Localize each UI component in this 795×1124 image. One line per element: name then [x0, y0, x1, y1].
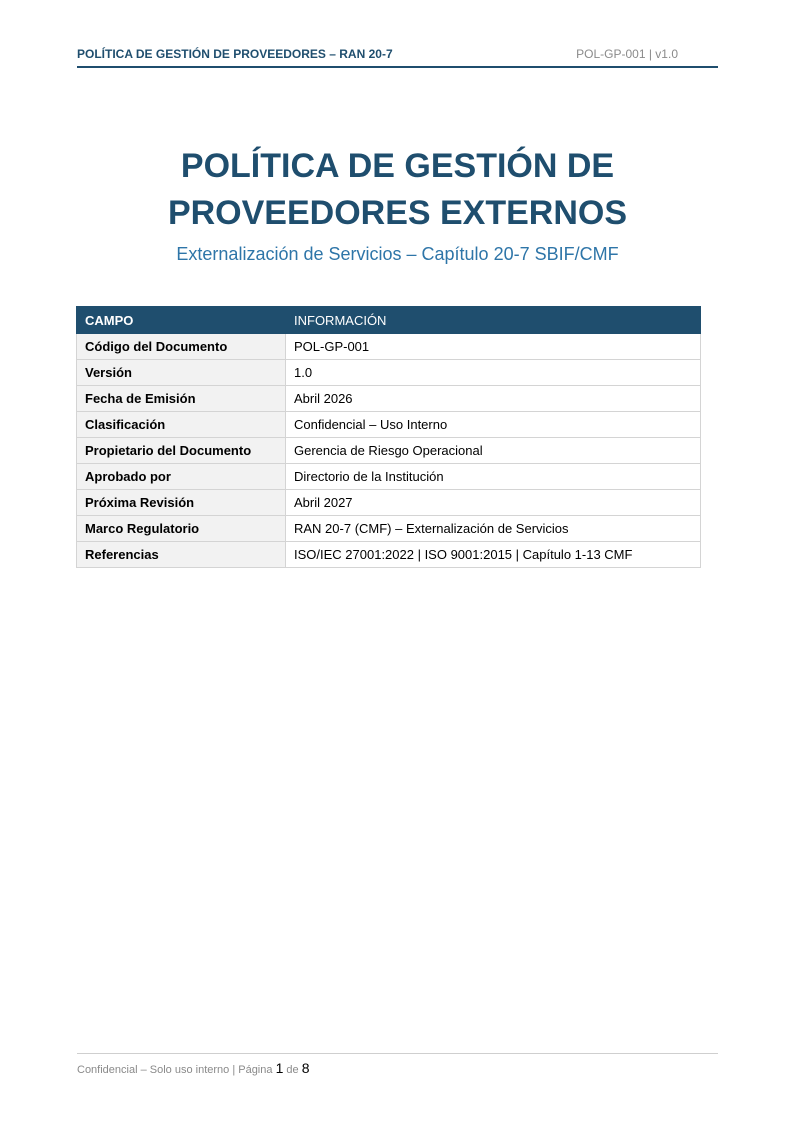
- table-header-row: [77, 307, 701, 334]
- table-row: [77, 542, 701, 568]
- table-cell-value: ISO/IEC 27001:2022 | ISO 9001:2015 | Capítulo 1-13 CMF: [286, 542, 701, 568]
- table-row: [77, 386, 701, 412]
- table-cell-field: Aprobado por: [77, 464, 286, 490]
- document-info-table: [76, 306, 701, 568]
- table-cell-value: RAN 20-7 (CMF) – Externalización de Servicios: [286, 516, 701, 542]
- table-body: [77, 334, 701, 568]
- table-cell-value: Gerencia de Riesgo Operacional: [286, 438, 701, 464]
- footer-page-total: 8: [301, 1060, 310, 1076]
- footer-page-number: 1: [275, 1060, 284, 1076]
- table-row: [77, 490, 701, 516]
- table-cell-field: Marco Regulatorio: [77, 516, 286, 542]
- table-cell-field: Código del Documento: [77, 334, 286, 360]
- footer-confidential-text: Confidencial – Solo uso interno | Página: [77, 1064, 273, 1076]
- table-cell-value: Abril 2027: [286, 490, 701, 516]
- table-cell-value: POL-GP-001: [286, 334, 701, 360]
- document-title-line-2: PROVEEDORES EXTERNOS: [167, 194, 628, 232]
- table-row: [77, 464, 701, 490]
- document-subtitle: Externalización de Servicios – Capítulo 20-7 SBIF/CMF: [176, 244, 619, 264]
- table-row: [77, 334, 701, 360]
- table-cell-value: Confidencial – Uso Interno: [286, 412, 701, 438]
- table-row: [77, 516, 701, 542]
- footer-of-text: de: [286, 1064, 299, 1076]
- header-document-code: POL-GP-001 | v1.0: [576, 47, 678, 61]
- table-cell-value: Directorio de la Institución: [286, 464, 701, 490]
- document-title: [0, 143, 795, 237]
- document-title-line-1: POLÍTICA DE GESTIÓN DE: [180, 147, 615, 185]
- table-cell-field: Fecha de Emisión: [77, 386, 286, 412]
- table-cell-field: Referencias: [77, 542, 286, 568]
- table-cell-field: Próxima Revisión: [77, 490, 286, 516]
- table-cell-value: 1.0: [286, 360, 701, 386]
- page-footer: [77, 1053, 718, 1076]
- header-document-title: POLÍTICA DE GESTIÓN DE PROVEEDORES – RAN 20-7: [77, 47, 393, 61]
- table-cell-value: Abril 2026: [286, 386, 701, 412]
- table-cell-field: Versión: [77, 360, 286, 386]
- column-header-campo: CAMPO: [77, 307, 286, 334]
- table-cell-field: Clasificación: [77, 412, 286, 438]
- table-row: [77, 438, 701, 464]
- table-row: [77, 412, 701, 438]
- page-header: [77, 44, 718, 68]
- table-row: [77, 360, 701, 386]
- table-cell-field: Propietario del Documento: [77, 438, 286, 464]
- column-header-informacion: INFORMACIÓN: [286, 307, 701, 334]
